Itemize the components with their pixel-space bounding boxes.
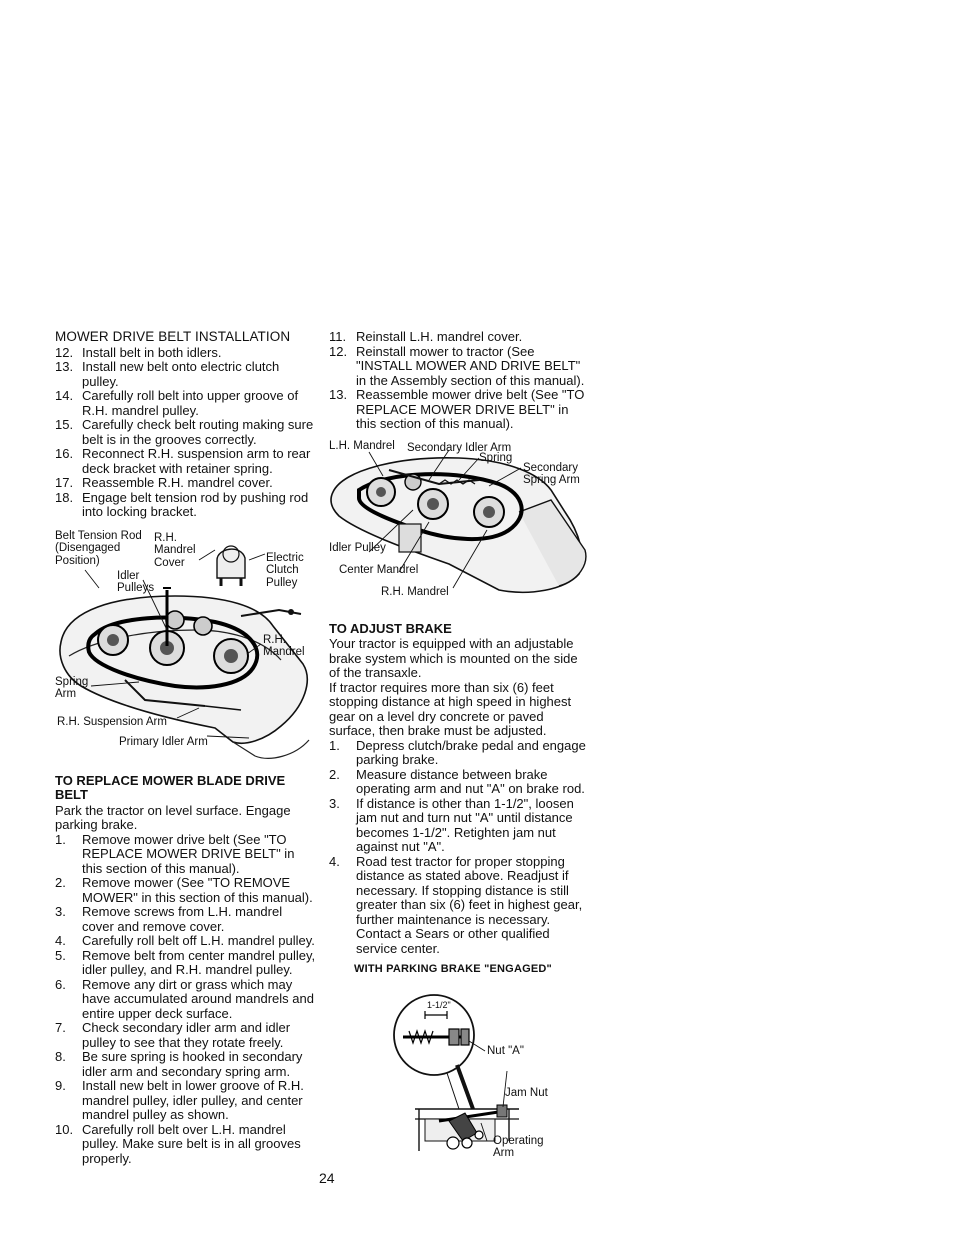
list-item: 11. Reinstall L.H. mandrel cover. [329, 329, 523, 344]
list-item: 7. Check secondary idler arm and idler pulley to see that they rotate freely. [55, 1020, 291, 1050]
label-primary-idler-arm: Primary Idler Arm [119, 735, 208, 748]
label-idler-pulleys: Idler Pulleys [117, 569, 155, 594]
label-dimension: 1-1/2" [427, 999, 451, 1010]
label-rh-mandrel: R.H. Mandrel [263, 633, 305, 658]
label-center-mandrel: Center Mandrel [339, 563, 419, 576]
brake-assembly-illustration [329, 991, 591, 1161]
label-spring: Spring [479, 451, 513, 464]
left-column [55, 330, 317, 1166]
brake-adjust-figure [329, 991, 591, 1161]
label-nut-a: Nut "A" [487, 1044, 524, 1057]
list-item: 9. Install new belt in lower groove of R.H. mandrel pulley, idler pulley, and center mandrel pulley as shown. [55, 1078, 304, 1122]
label-spring-arm: Spring Arm [55, 675, 89, 700]
page-number: 24 [319, 1170, 335, 1186]
list-item: 17. Reassemble R.H. mandrel cover. [55, 475, 273, 490]
list-item: 3. Remove screws from L.H. mandrel cover and remove cover. [55, 904, 283, 934]
replace-steps-list [55, 833, 317, 1167]
install-heading: MOWER DRIVE BELT INSTALLATION [55, 329, 291, 344]
mower-deck-belt-figure [55, 530, 317, 766]
label-secondary-spring-arm: Secondary Spring Arm [523, 461, 580, 486]
list-item: 13. Install new belt onto electric clutch pulley. [55, 359, 280, 389]
list-item: 18. Engage belt tension rod by pushing rod into locking bracket. [55, 489, 309, 519]
list-item: 2. Measure distance between brake operating arm and nut "A" on brake rod. [329, 766, 585, 796]
label-rh-mandrel-2: R.H. Mandrel [381, 585, 449, 598]
brake-figure-caption: WITH PARKING BRAKE "ENGAGED" [354, 963, 552, 975]
list-item: 12. Install belt in both idlers. [55, 344, 222, 360]
label-jam-nut: Jam Nut [505, 1086, 548, 1099]
list-item: 14. Carefully roll belt into upper groove of R.H. mandrel pulley. [55, 388, 299, 418]
adjust-brake-heading: TO ADJUST BRAKE [329, 620, 452, 636]
label-lh-mandrel: L.H. Mandrel [329, 439, 395, 452]
right-column [329, 330, 591, 1161]
brake-intro-1: Your tractor is equipped with an adjustable brake system which is mounted on the side of the transaxle. [329, 636, 578, 680]
label-secondary-idler-arm: Secondary Idler Arm [407, 441, 512, 454]
install-steps-list [55, 346, 317, 520]
list-item: 13. Reassemble mower drive belt (See "TO REPLACE MOWER DRIVE BELT" in this section of this manual). [329, 387, 585, 431]
list-item: 1. Depress clutch/brake pedal and engage parking brake. [329, 737, 586, 767]
list-item: 16. Reconnect R.H. suspension arm to rear deck bracket with retainer spring. [55, 446, 311, 476]
label-rh-suspension-arm: R.H. Suspension Arm [57, 715, 167, 728]
label-idler-pulley: Idler Pulley [329, 541, 386, 554]
list-item: 5. Remove belt from center mandrel pulley, idler pulley, and R.H. mandrel pulley. [55, 947, 316, 977]
label-belt-tension-rod: Belt Tension Rod (Disengaged Position) [55, 529, 142, 567]
brake-intro-2: If tractor requires more than six (6) feet stopping distance at high speed in highest gear on a level dry concrete or paved surface, then brake must be adjusted. [329, 679, 572, 738]
list-item: 4. Road test tractor for proper stopping distance as stated above. Readjust if necessary. If stopping distance is still greater than six (6) feet in highest gear, further maintenance is necessary. Contact a Sears or other qualified service center. [329, 853, 583, 956]
list-item: 10. Carefully roll belt over L.H. mandrel pulley. Make sure belt is in all grooves properly. [55, 1121, 301, 1166]
list-item: 2. Remove mower (See "TO REMOVE MOWER" in this section of this manual). [55, 875, 313, 905]
list-item: 1. Remove mower drive belt (See "TO REPLACE MOWER DRIVE BELT" in this section of this manual). [55, 831, 295, 876]
label-operating-arm: Operating Arm [493, 1134, 544, 1159]
list-item: 3. If distance is other than 1-1/2", loosen jam nut and turn nut "A" until distance becomes 1-1/2". Retighten jam nut against nut "A". [329, 795, 574, 854]
replace-intro: Park the tractor on level surface. Engage parking brake. [55, 802, 291, 832]
list-item: 8. Be sure spring is hooked in secondary idler arm and secondary spring arm. [55, 1049, 303, 1079]
label-electric-clutch-pulley: Electric Clutch Pulley [266, 551, 304, 589]
secondary-idler-figure [329, 440, 591, 608]
label-rh-mandrel-cover: R.H. Mandrel Cover [154, 531, 196, 569]
list-item: 12. Reinstall mower to tractor (See "INSTALL MOWER AND DRIVE BELT" in the Assembly section of this manual). [329, 343, 585, 388]
reinstall-steps-list [329, 330, 591, 432]
list-item: 4. Carefully roll belt off L.H. mandrel pulley. [55, 933, 315, 948]
replace-belt-heading: TO REPLACE MOWER BLADE DRIVE BELT [55, 772, 286, 802]
list-item: 6. Remove any dirt or grass which may have accumulated around mandrels and entire upper deck surface. [55, 976, 314, 1021]
brake-steps-list [329, 739, 591, 957]
list-item: 15. Carefully check belt routing making sure belt is in the grooves correctly. [55, 417, 314, 447]
